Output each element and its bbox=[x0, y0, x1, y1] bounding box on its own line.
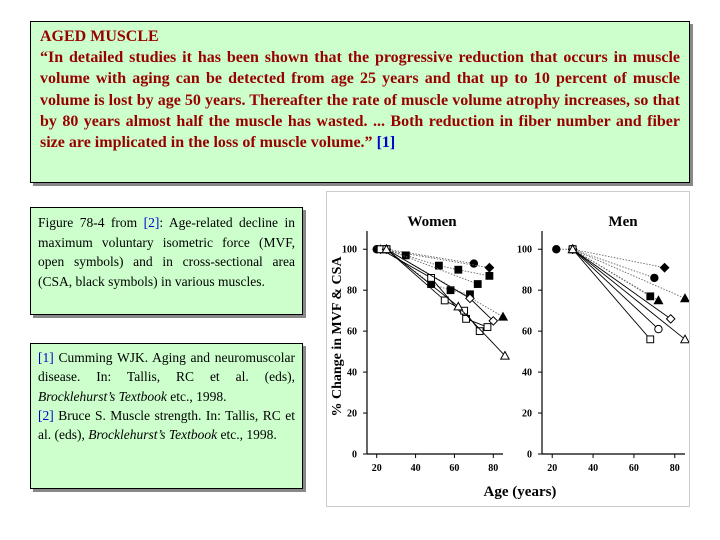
section-title: AGED MUSCLE bbox=[40, 28, 159, 45]
women-y-tick-label: 80 bbox=[347, 285, 357, 297]
men-series-5-line bbox=[573, 249, 671, 319]
men-y-tick-label: 100 bbox=[517, 244, 532, 256]
women-series-2-point-2 bbox=[435, 262, 442, 269]
men-series-8-point-1 bbox=[681, 335, 689, 343]
reference-2-text-a: Bruce S. Muscle strength. In: Tallis, RC et al. (eds), bbox=[38, 407, 295, 443]
men-series-6-point-1 bbox=[655, 325, 662, 332]
men-y-tick-label: 20 bbox=[522, 408, 532, 420]
women-y-tick-label: 60 bbox=[347, 326, 357, 338]
women-y-tick-label: 40 bbox=[347, 367, 357, 379]
reference-1-text-b: etc., 1998. bbox=[170, 388, 227, 404]
men-y-tick-label: 40 bbox=[522, 367, 532, 379]
women-series-6-point-3 bbox=[484, 324, 491, 331]
references-box bbox=[30, 343, 303, 489]
women-y-tick-label: 20 bbox=[347, 408, 357, 420]
age-decline-chart bbox=[327, 192, 689, 506]
x-axis-label: Age (years) bbox=[483, 484, 557, 500]
men-x-tick-label: 80 bbox=[669, 463, 680, 474]
women-series-5-point-1 bbox=[499, 313, 507, 321]
reference-1 bbox=[38, 348, 295, 406]
women-y-tick-label: 0 bbox=[352, 449, 357, 461]
quote-reference[interactable]: [1] bbox=[376, 134, 396, 152]
men-series-0-point-0 bbox=[553, 246, 560, 253]
men-x-tick-label: 40 bbox=[588, 463, 599, 474]
quote-text: “In detailed studies it has been shown that the progressive reduction that occurs in muscle volume with aging can be detected from age 25 years and that up to 10 percent of muscle volume is lost by age 50 years. Thereafter the rate of muscle volume atrophy increases, so that by 80 years almost half the muscle has wasted. ... Both reduction in fiber number and fiber size are implicated in the loss of muscle volume.” bbox=[40, 49, 680, 152]
men-series-6-line bbox=[573, 249, 659, 329]
men-series-2-point-1 bbox=[681, 294, 689, 302]
women-x-tick-label: 80 bbox=[488, 463, 499, 474]
reference-1-text-a: Cumming WJK. Aging and neuromuscolar disease. In: Tallis, RC et al. (eds), bbox=[38, 350, 295, 385]
women-x-tick-label: 40 bbox=[410, 463, 421, 474]
women-y-tick-label: 100 bbox=[342, 244, 357, 256]
men-series-4-point-1 bbox=[647, 293, 654, 300]
reference-2 bbox=[38, 406, 295, 445]
aged-muscle-box bbox=[30, 21, 690, 183]
women-series-3-point-1 bbox=[474, 281, 481, 288]
women-series-2-point-3 bbox=[455, 266, 462, 273]
figure-caption-box bbox=[30, 207, 303, 315]
reference-1-label: [1] bbox=[38, 350, 54, 365]
men-y-tick-label: 60 bbox=[522, 326, 532, 338]
caption-prefix: Figure 78-4 from bbox=[38, 215, 138, 230]
men-series-7-point-1 bbox=[647, 336, 654, 343]
reference-1-italic: Brocklehurst’s Textbook bbox=[38, 388, 167, 404]
men-x-tick-label: 60 bbox=[628, 463, 639, 474]
men-series-1-point-1 bbox=[660, 263, 668, 271]
men-series-3-point-1 bbox=[654, 296, 662, 304]
men-panel-title: Men bbox=[608, 214, 638, 230]
women-panel-title: Women bbox=[407, 214, 457, 230]
women-x-tick-label: 20 bbox=[371, 463, 382, 474]
caption-reference[interactable]: [2] bbox=[143, 215, 160, 230]
women-series-0-point-2 bbox=[470, 260, 477, 267]
men-series-5-point-1 bbox=[667, 315, 675, 323]
women-series-4-point-2 bbox=[447, 287, 454, 294]
men-series-0-point-2 bbox=[651, 274, 658, 281]
women-x-tick-label: 60 bbox=[449, 463, 460, 474]
reference-2-text-b: etc., 1998. bbox=[220, 427, 277, 443]
caption-suffix: : Age-related decline in maximum voluntary isometric force (MVF, open symbols) and in cross-sectional area (CSA, black symbols) in various muscles. bbox=[38, 215, 295, 289]
men-series-2-line bbox=[573, 249, 685, 298]
age-decline-figure bbox=[326, 191, 690, 507]
women-series-2-point-4 bbox=[486, 272, 493, 279]
men-series-8-line bbox=[573, 249, 685, 339]
men-series-4-line bbox=[573, 249, 651, 296]
reference-2-italic: Brocklehurst’s Textbook bbox=[88, 427, 218, 443]
women-series-1-point-1 bbox=[485, 263, 493, 271]
men-series-0-line bbox=[556, 249, 654, 278]
y-axis-label: % Change in MVF & CSA bbox=[330, 256, 345, 417]
men-y-tick-label: 0 bbox=[527, 449, 532, 461]
men-y-tick-label: 80 bbox=[522, 285, 532, 297]
aged-muscle-quote bbox=[40, 47, 680, 153]
men-x-tick-label: 20 bbox=[547, 463, 558, 474]
reference-2-label: [2] bbox=[38, 407, 54, 423]
